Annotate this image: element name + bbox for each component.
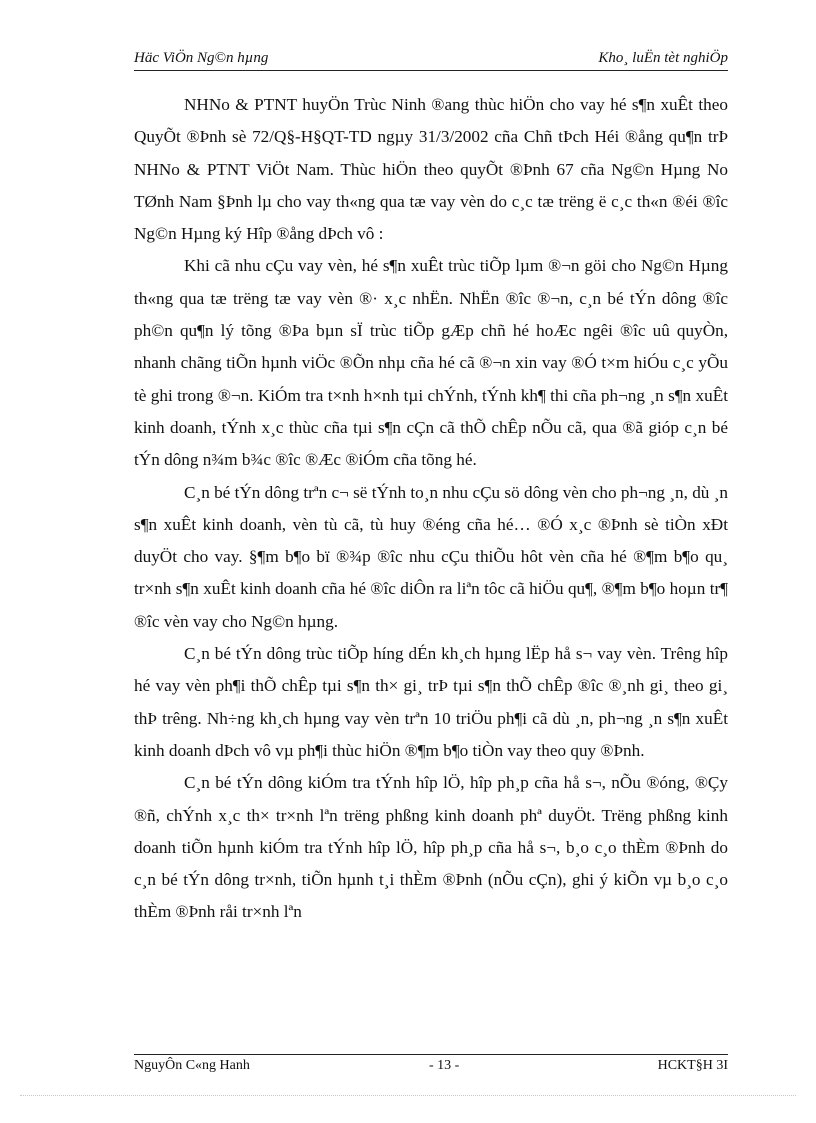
page-bottom-divider: [20, 1095, 796, 1096]
paragraph-4: C¸n bé tÝn dông trùc tiÕp híng dÉn kh¸ch hµng lËp hå s¬ vay vèn. Trêng hîp hé vay vèn ph¶i thÕ chÊp tµi s¶n th× gi¸ trÞ tµi s¶n thÕ chÊp ®îc ®¸nh gi¸ theo gi¸ thÞ trêng. Nh÷ng kh¸ch hµng vay vèn trªn 10 triÖu ph¶i cã dù ¸n, ph¬ng ¸n s¶n xuÊt kinh doanh dÞch vô vµ ph¶i thùc hiÖn ®¶m b¶o tiÒn vay theo quy ®Þnh.: [134, 644, 728, 760]
page-header: [134, 48, 728, 71]
paragraph-5: C¸n bé tÝn dông kiÓm tra tÝnh hîp lÖ, hîp ph¸p cña hå s¬, nÕu ®óng, ®Çy ®ñ, chÝnh x¸c th× tr×nh lªn trëng phßng kinh doanh phª duyÖt. Trëng phßng kinh doanh tiÕn hµnh kiÓm tra tÝnh hîp lÖ, hîp ph¸p cña hå s¬, b¸o c¸o thÈm ®Þnh do c¸n bé tÝn dông tr×nh, tiÕn hµnh t¸i thÈm ®Þnh (nÕu cÇn), ghi ý kiÕn vµ b¸o c¸o thÈm ®Þnh råi tr×nh lªn: [134, 773, 728, 922]
footer-author: NguyÔn C«ng Hanh: [134, 1058, 250, 1073]
footer-class: HCKT§H 3I: [657, 1058, 728, 1073]
paragraph-1: NHNo & PTNT huyÖn Trùc Ninh ®ang thùc hiÖn cho vay hé s¶n xuÊt theo QuyÕt ®Þnh sè 72/Q§-H§QT-TD ngµy 31/3/2002 cña Chñ tÞch Héi ®ång qu¶n trÞ NHNo & PTNT ViÖt Nam. Thùc hiÖn theo quyÕt ®Þnh 67 cña Ng©n Hµng No TØnh Nam §Þnh lµ cho vay th«ng qua tæ vay vèn do c¸c tæ trëng ë c¸c th«n ®éi ®îc Ng©n Hµng ký Hîp ®ång dÞch vô :: [134, 95, 728, 244]
page-number: - 13 -: [429, 1058, 460, 1073]
header-right-text: Kho¸ luËn tèt nghiÖp: [598, 50, 728, 66]
paragraph-2: Khi cã nhu cÇu vay vèn, hé s¶n xuÊt trùc tiÕp lµm ®¬n göi cho Ng©n Hµng th«ng qua tæ trëng tæ vay vèn ®· x¸c nhËn. NhËn ®îc ®¬n, c¸n bé tÝn dông ®îc ph©n qu¶n lý tõng ®Þa bµn sÏ trùc tiÕp gÆp chñ hé hoÆc ngêi ®îc uû quyÒn, nhanh chãng tiÕn hµnh viÖc ®Õn nhµ cña hé cã ®¬n xin vay ®Ó t×m hiÓu c¸c yÕu tè ghi trong ®¬n. KiÓm tra t×nh h×nh tµi chÝnh, tÝnh kh¶ thi cña ph¬ng ¸n s¶n xuÊt kinh doanh, tÝnh x¸c thùc cña tµi s¶n cÇn cã thÕ chÊp nÕu cã, qua ®ã gióp c¸n bé tÝn dông n¾m b¾c ®îc ®Æc ®iÓm cña tõng hé.: [134, 256, 728, 470]
paragraph-3: C¸n bé tÝn dông trªn c¬ së tÝnh to¸n nhu cÇu sö dông vèn cho ph¬ng ¸n, dù ¸n s¶n xuÊt kinh doanh, vèn tù cã, tù huy ®éng cña hé… ®Ó x¸c ®Þnh sè tiÒn xÐt duyÖt cho vay. §¶m b¶o bï ®¾p ®îc nhu cÇu thiÕu hôt vèn cña hé ®¶m b¶o qu¸ tr×nh s¶n xuÊt kinh doanh cña hé ®îc diÔn ra liªn tôc cã hiÖu qu¶, ®¶m b¶o hoµn tr¶ ®îc vèn vay cho Ng©n hµng.: [134, 482, 728, 631]
footer-divider: [134, 1054, 728, 1055]
body-text: [134, 89, 728, 929]
header-left-text: Häc ViÖn Ng©n hµng: [134, 50, 269, 66]
